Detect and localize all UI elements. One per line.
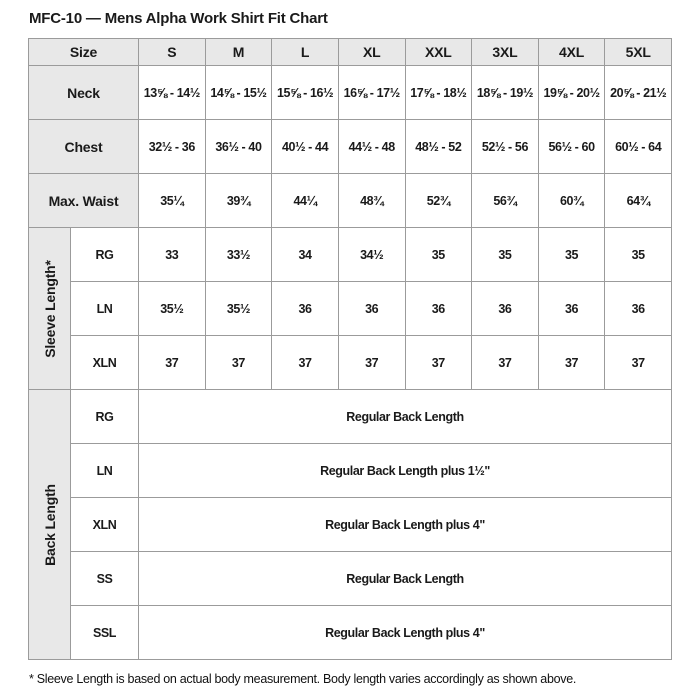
sleeve-rg-value-cell: 33½ <box>205 228 272 282</box>
chest-value-cell: 32½ - 36 <box>139 120 206 174</box>
sleeve-ln-value-cell: 35½ <box>205 282 272 336</box>
sleeve-rg-value-cell: 35 <box>605 228 672 282</box>
sleeve-rg-value-cell: 35 <box>405 228 472 282</box>
sleeve-ln-value-cell: 35½ <box>139 282 206 336</box>
size-header-3xl: 3XL <box>472 39 539 66</box>
sleeve-length-group-label: Sleeve Length* <box>41 259 58 358</box>
sleeve-ln-label: LN <box>71 282 139 336</box>
sleeve-ln-value-cell: 36 <box>338 282 405 336</box>
chest-value-cell: 36½ - 40 <box>205 120 272 174</box>
chest-value-cell: 48½ - 52 <box>405 120 472 174</box>
back-xln-row <box>29 498 672 552</box>
neck-value-cell: 19⅝ - 20½ <box>538 66 605 120</box>
chest-value-cell: 60½ - 64 <box>605 120 672 174</box>
max-waist-value-cell: 44¼ <box>272 174 339 228</box>
chest-value-cell: 40½ - 44 <box>272 120 339 174</box>
sleeve-xln-value-cell: 37 <box>205 336 272 390</box>
sleeve-xln-value-cell: 37 <box>139 336 206 390</box>
sleeve-rg-value-cell: 33 <box>139 228 206 282</box>
sleeve-length-group-cell <box>29 228 71 390</box>
back-ss-label: SS <box>71 552 139 606</box>
neck-row-label: Neck <box>29 66 139 120</box>
sleeve-rg-value-cell: 34 <box>272 228 339 282</box>
size-header-5xl: 5XL <box>605 39 672 66</box>
sleeve-ln-value-cell: 36 <box>405 282 472 336</box>
neck-value-cell: 18⅝ - 19½ <box>472 66 539 120</box>
sleeve-rg-value-cell: 34½ <box>338 228 405 282</box>
max-waist-value-cell: 52¾ <box>405 174 472 228</box>
size-header-xl: XL <box>338 39 405 66</box>
back-ss-row <box>29 552 672 606</box>
back-rg-label: RG <box>71 390 139 444</box>
sleeve-ln-value-cell: 36 <box>538 282 605 336</box>
chest-value-cell: 52½ - 56 <box>472 120 539 174</box>
sleeve-xln-value-cell: 37 <box>272 336 339 390</box>
back-xln-value-cell: Regular Back Length plus 4" <box>139 498 672 552</box>
back-ln-row <box>29 444 672 498</box>
back-ln-value-cell: Regular Back Length plus 1½" <box>139 444 672 498</box>
max-waist-value-cell: 60¾ <box>538 174 605 228</box>
back-rg-row <box>29 390 672 444</box>
neck-value-cell: 15⅝ - 16½ <box>272 66 339 120</box>
sleeve-xln-value-cell: 37 <box>605 336 672 390</box>
sleeve-xln-label: XLN <box>71 336 139 390</box>
neck-row <box>29 66 672 120</box>
sleeve-xln-value-cell: 37 <box>472 336 539 390</box>
max-waist-value-cell: 48¾ <box>338 174 405 228</box>
sleeve-rg-value-cell: 35 <box>472 228 539 282</box>
back-length-group-label: Back Length <box>41 483 58 566</box>
back-xln-label: XLN <box>71 498 139 552</box>
fit-chart-table <box>28 38 672 660</box>
back-ss-value-cell: Regular Back Length <box>139 552 672 606</box>
max-waist-value-cell: 39¾ <box>205 174 272 228</box>
sleeve-xln-row <box>29 336 672 390</box>
max-waist-value-cell: 56¾ <box>472 174 539 228</box>
max-waist-row <box>29 174 672 228</box>
header-row <box>29 39 672 66</box>
sleeve-ln-value-cell: 36 <box>272 282 339 336</box>
size-header-4xl: 4XL <box>538 39 605 66</box>
sleeve-rg-label: RG <box>71 228 139 282</box>
footnote: * Sleeve Length is based on actual body measurement. Body length varies accordingly as shown above. <box>29 672 577 686</box>
back-ssl-value-cell: Regular Back Length plus 4" <box>139 606 672 660</box>
max-waist-value-cell: 35¼ <box>139 174 206 228</box>
chest-row-label: Chest <box>29 120 139 174</box>
chest-row <box>29 120 672 174</box>
sleeve-rg-row <box>29 228 672 282</box>
sleeve-ln-row <box>29 282 672 336</box>
sleeve-xln-value-cell: 37 <box>538 336 605 390</box>
max-waist-row-label: Max. Waist <box>29 174 139 228</box>
size-header-l: L <box>272 39 339 66</box>
size-header-m: M <box>205 39 272 66</box>
chest-value-cell: 44½ - 48 <box>338 120 405 174</box>
sleeve-ln-value-cell: 36 <box>472 282 539 336</box>
back-ssl-label: SSL <box>71 606 139 660</box>
sleeve-xln-value-cell: 37 <box>405 336 472 390</box>
page-title: MFC-10 — Mens Alpha Work Shirt Fit Chart <box>29 10 328 27</box>
back-ln-label: LN <box>71 444 139 498</box>
neck-value-cell: 20⅝ - 21½ <box>605 66 672 120</box>
sleeve-ln-value-cell: 36 <box>605 282 672 336</box>
max-waist-value-cell: 64¾ <box>605 174 672 228</box>
back-length-group-cell <box>29 390 71 660</box>
sleeve-xln-value-cell: 37 <box>338 336 405 390</box>
neck-value-cell: 17⅝ - 18½ <box>405 66 472 120</box>
sleeve-rg-value-cell: 35 <box>538 228 605 282</box>
neck-value-cell: 14⅝ - 15½ <box>205 66 272 120</box>
back-ssl-row <box>29 606 672 660</box>
back-rg-value-cell: Regular Back Length <box>139 390 672 444</box>
size-column-header: Size <box>29 39 139 66</box>
chest-value-cell: 56½ - 60 <box>538 120 605 174</box>
size-header-xxl: XXL <box>405 39 472 66</box>
neck-value-cell: 13⅝ - 14½ <box>139 66 206 120</box>
size-header-s: S <box>139 39 206 66</box>
neck-value-cell: 16⅝ - 17½ <box>338 66 405 120</box>
